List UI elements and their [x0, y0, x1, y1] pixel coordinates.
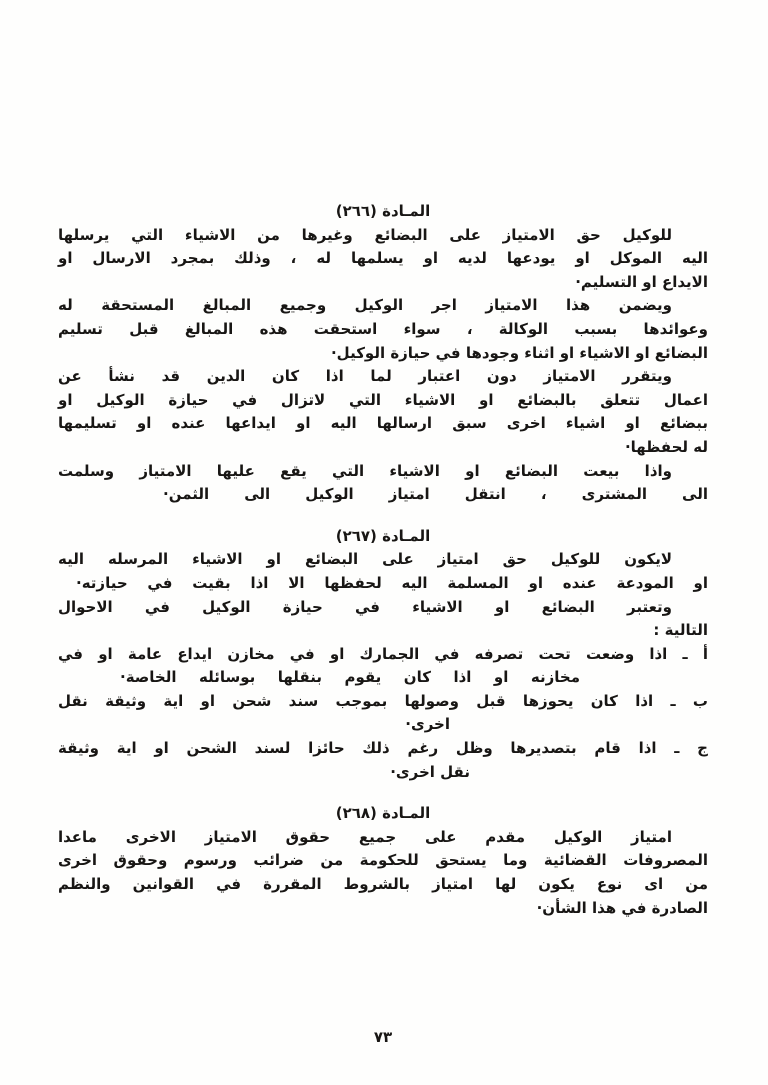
article-266-paragraph-3 [58, 365, 708, 459]
text-line: اليه الموكل او يودعها لديه او يسلمها له ، وذلك بمجرد الارسال او [58, 249, 708, 268]
article-266-paragraph-4 [58, 460, 708, 507]
article-266-heading: المـادة (٢٦٦) [335, 202, 431, 220]
article-267-list-item-j [58, 737, 708, 784]
article-267-paragraph-1 [58, 548, 708, 595]
text-line: للوكيل حق الامتياز على البضائع وغيرها من الاشياء التي يرسلها [58, 225, 672, 244]
article-268-heading: المـادة (٢٦٨) [335, 804, 431, 823]
text-line: ويضمن هذا الامتياز اجر الوكيل وجميع المبالغ المستحقة له [58, 296, 672, 315]
article-267-paragraph-2 [58, 596, 708, 643]
document-text-block [58, 200, 708, 920]
list-item-line: نقل اخرى· [390, 762, 470, 781]
list-item-line: ب ـ اذا كان يحوزها قبل وصولها بموجب سند شحن او اية وثيقة نقل [58, 691, 708, 710]
text-line: ببضائع او اشياء اخرى سبق ارسالها اليه او ايداعها عنده او تسليمها [58, 414, 708, 433]
list-item-line: اخرى· [405, 715, 450, 734]
article-268-paragraph-1 [58, 826, 708, 920]
text-line: ويتقرر الامتياز دون اعتبار لما اذا كان الدين قد نشأ عن [58, 367, 672, 386]
text-line: من اى نوع يكون لها امتياز بالشروط المقررة في القوانين والنظم [58, 875, 708, 894]
text-line: امتياز الوكيل مقدم على جميع حقوق الامتياز الاخرى ماعدا [58, 827, 672, 846]
text-line: وعوائدها بسبب الوكالة ، سواء استحقت هذه المبالغ قبل تسليم [58, 319, 708, 338]
text-line: البضائع او الاشياء او اثناء وجودها في حيازة الوكيل· [330, 343, 708, 362]
list-item-line: ج ـ اذا قام بتصديرها وظل رغم ذلك حائزا لسند الشحن او اية وثيقة [58, 739, 708, 758]
text-line: التالية : [653, 621, 708, 640]
article-267-list-item-a [58, 643, 708, 690]
text-line: المصروفات القضائية وما يستحق للحكومة من ضرائب ورسوم وحقوق اخرى [58, 851, 708, 870]
article-266-paragraph-1 [58, 224, 708, 295]
article-267-heading: المـادة (٢٦٧) [335, 526, 431, 545]
text-line: اعمال تتعلق بالبضائع او الاشياء التي لاتزال في حيازة الوكيل او [58, 390, 708, 409]
text-line: او المودعة عنده او المسلمة اليه لحفظها الا اذا بقيت في حيازته· [76, 573, 708, 592]
article-266-paragraph-2 [58, 294, 708, 365]
text-line: وتعتبر البضائع او الاشياء في حيازة الوكيل في الاحوال [58, 597, 672, 616]
page-number: ٧٣ [373, 1028, 393, 1046]
text-line: الى المشترى ، انتقل امتياز الوكيل الى الثمن· [163, 485, 708, 504]
text-line: الايداع او التسليم· [575, 272, 708, 291]
list-item-line: أ ـ اذا وضعت تحت تصرفه في الجمارك او في مخازن ايداع عامة او في [58, 644, 708, 663]
article-267-list-item-b [58, 690, 708, 737]
text-line: له لحفظها· [624, 437, 708, 456]
list-item-line: مخازنه او اذا كان يقوم بنقلها بوسائله الخاصة· [120, 668, 580, 687]
text-line: لايكون للوكيل حق امتياز على البضائع او الاشياء المرسله اليه [58, 550, 672, 569]
text-line: واذا بيعت البضائع او الاشياء التي يقع عليها الامتياز وسلمت [58, 461, 672, 480]
text-line: الصادرة في هذا الشأن· [536, 898, 708, 917]
